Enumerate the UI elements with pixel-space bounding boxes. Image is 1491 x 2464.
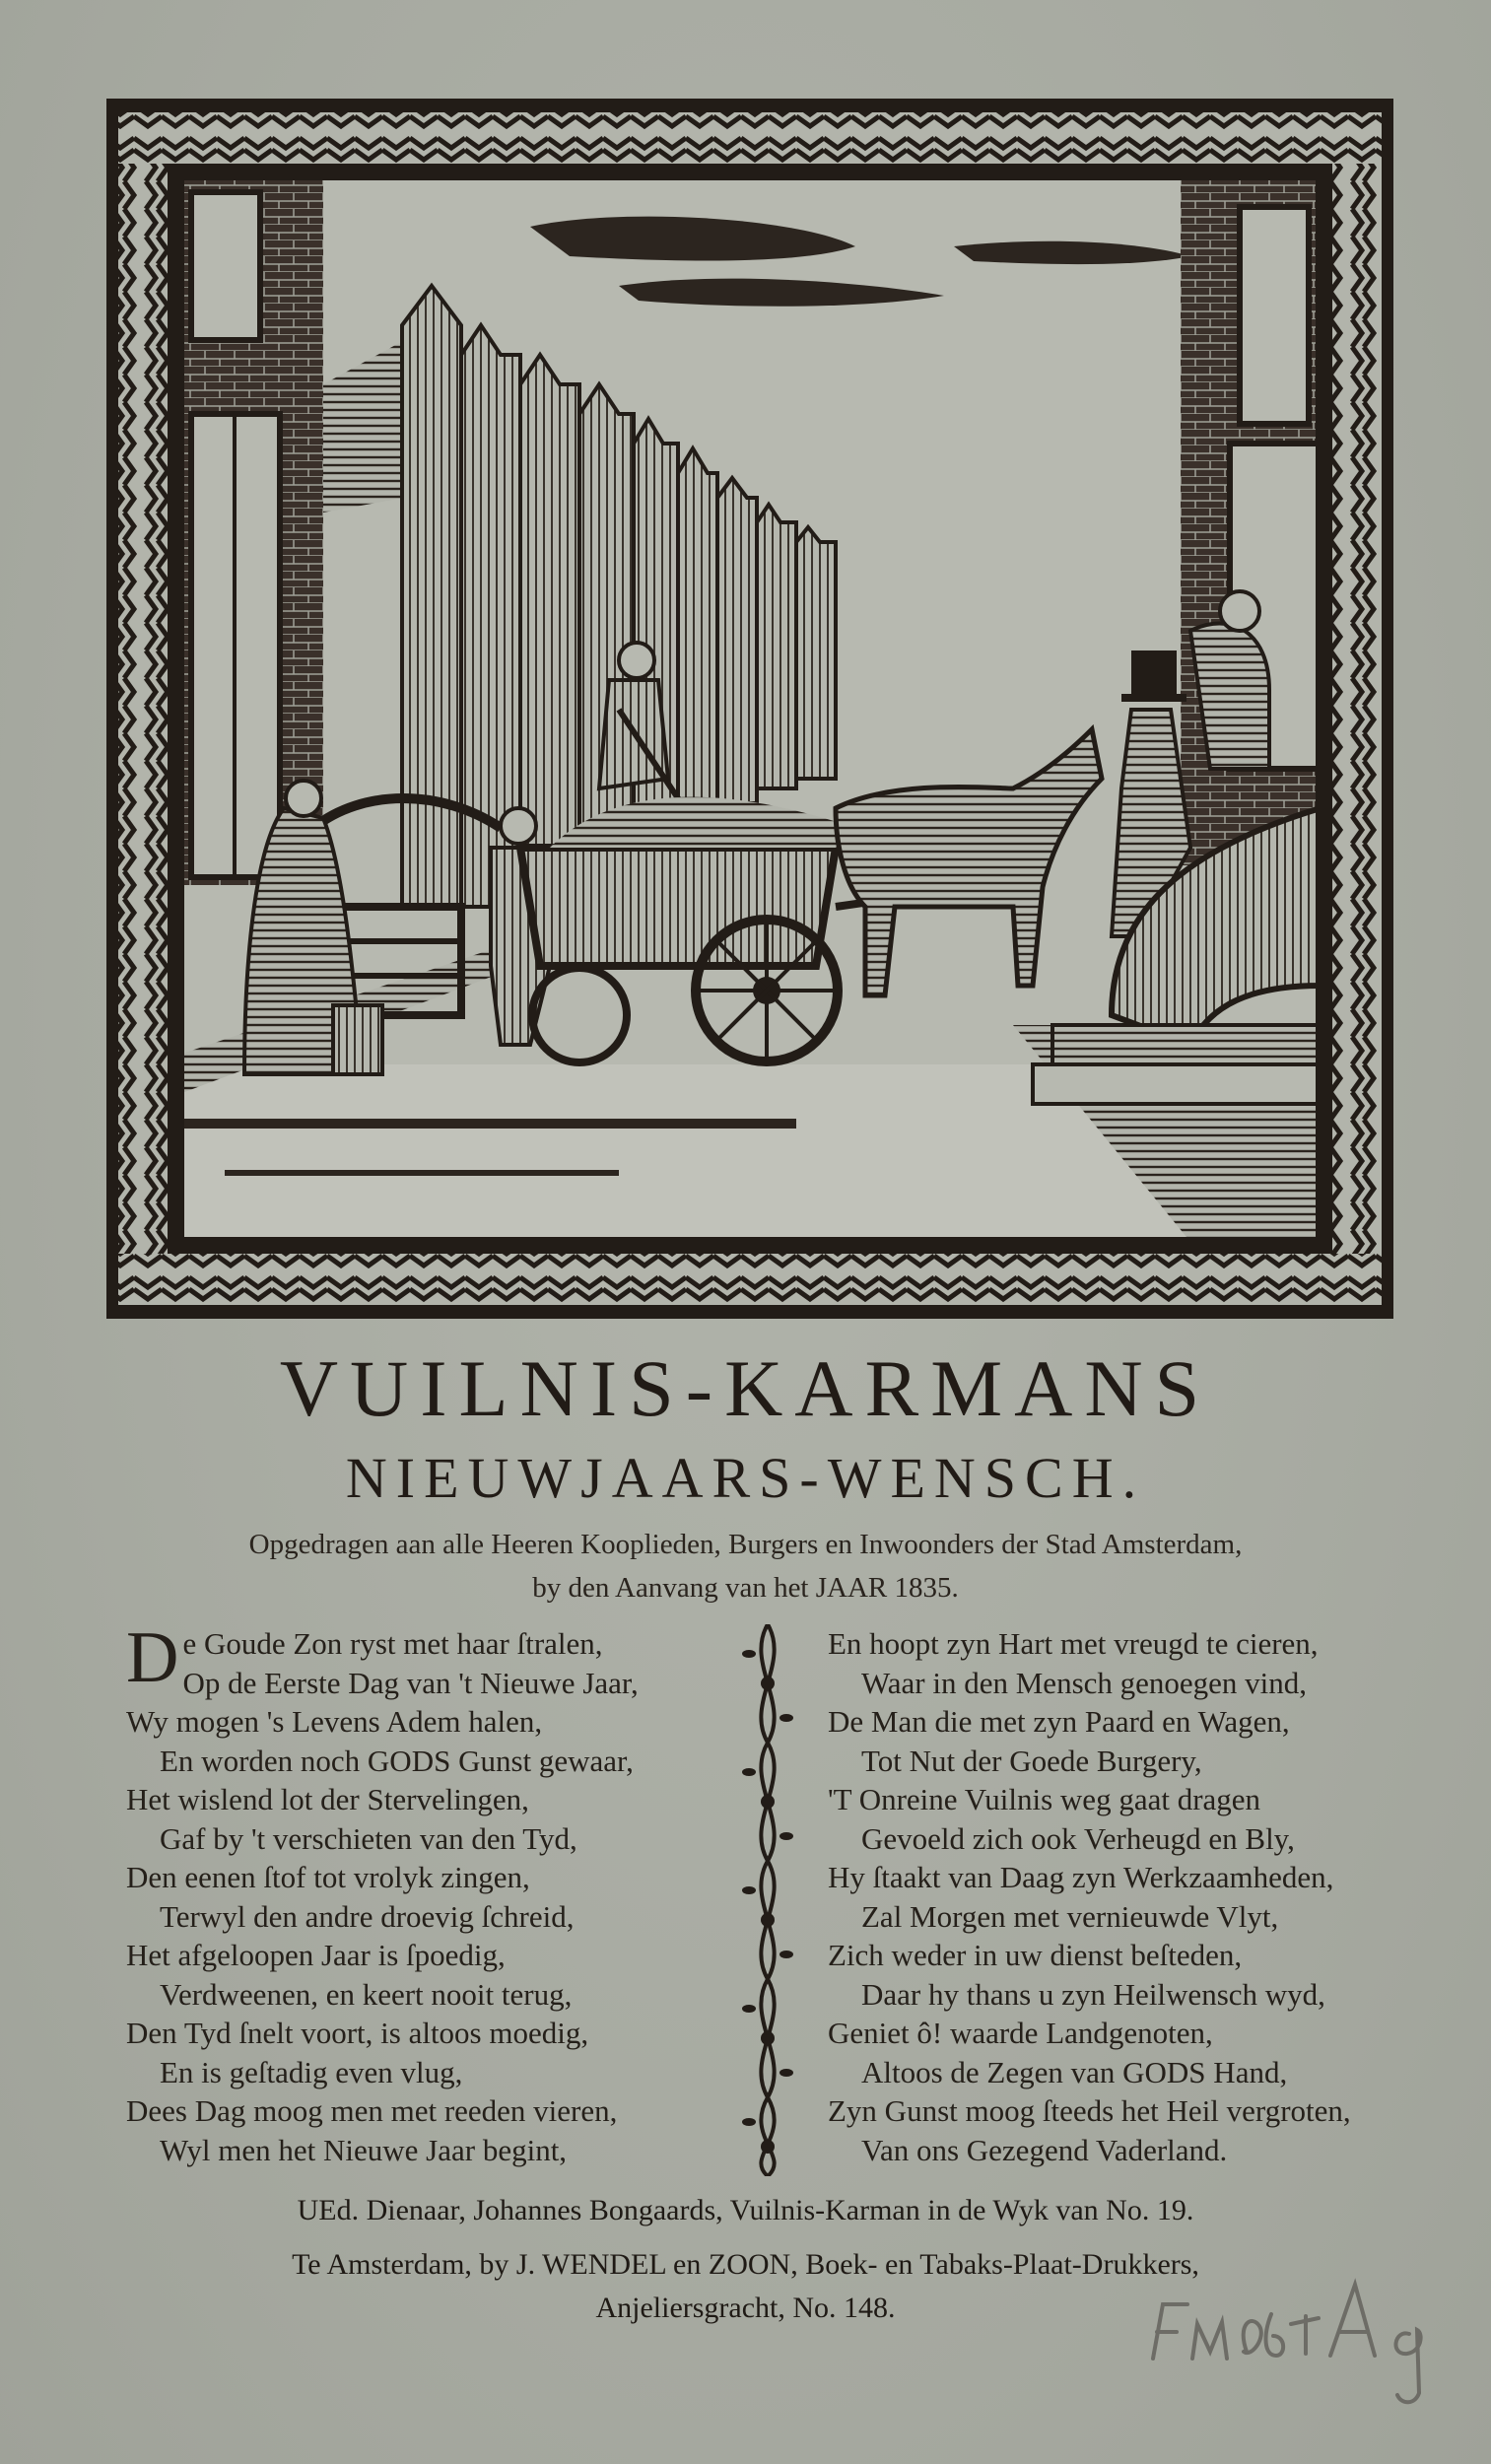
imprint-line-2: Anjeliersgracht, No. 148.	[595, 2292, 896, 2324]
poem-right-column	[828, 1624, 1439, 2169]
subtitle-heading: NIEUWJAARS-WENSCH.	[345, 1446, 1146, 1510]
poem-line: De Man die met zyn Paard en Wagen,	[828, 1704, 1290, 1739]
poem-left-column	[126, 1617, 737, 2169]
woodcut-illustration	[106, 99, 1393, 1319]
poem-line: Wy mogen 's Levens Adem halen,	[126, 1704, 543, 1739]
poem-line: Geniet ô! waarde Landgenoten,	[828, 2016, 1213, 2050]
poem-line: Hy ſtaakt van Daag zyn Werkzaamheden,	[828, 1860, 1334, 1894]
poem-line: Tot Nut der Goede Burgery,	[861, 1743, 1202, 1778]
drop-cap: D	[126, 1617, 179, 1698]
poem-line: Den Tyd ſnelt voort, is altoos moedig,	[126, 2016, 589, 2050]
poem-line: Daar hy thans u zyn Heilwensch wyd,	[861, 1976, 1325, 2012]
poem-line: Zyn Gunst moog ſteeds het Heil vergroten,	[828, 2093, 1351, 2128]
poem-line: En worden noch GODS Gunst gewaar,	[160, 1743, 634, 1778]
poem-line: Op de Eerste Dag van 't Nieuwe Jaar,	[182, 1665, 639, 1700]
imprint-line-1: Te Amsterdam, by J. WENDEL en ZOON, Boek- en Tabaks-Plaat-Drukkers,	[292, 2248, 1199, 2281]
poem-line: Wyl men het Nieuwe Jaar begint,	[160, 2132, 568, 2167]
poem-line: Zich weder in uw dienst beſteden,	[828, 1938, 1243, 1972]
poem-line: Gevoeld zich ook Verheugd en Bly,	[861, 1820, 1295, 1856]
poem-line: Den eenen ſtof tot vrolyk zingen,	[126, 1860, 530, 1894]
poem-line: Dees Dag moog men met reeden vieren,	[126, 2093, 618, 2128]
vine-ornament-divider	[735, 1624, 800, 2176]
poem-line: Verdweenen, en keert nooit terug,	[160, 1976, 573, 2012]
title-heading: VUILNIS-KARMANS	[279, 1343, 1212, 1433]
dedication-line-2: by den Aanvang van het JAAR 1835.	[532, 1572, 959, 1604]
dedication-line-1: Opgedragen aan alle Heeren Kooplieden, Burgers en Inwoonders der Stad Amsterdam,	[248, 1529, 1243, 1560]
poem-line: 'T Onreine Vuilnis weg gaat dragen	[828, 1782, 1261, 1816]
signature-line: UEd. Dienaar, Johannes Bongaards, Vuilnis-Karman in de Wyk van No. 19.	[297, 2194, 1194, 2226]
poem-line: Gaf by 't verschieten van den Tyd,	[160, 1820, 577, 1856]
poem-line: e Goude Zon ryst met haar ſtralen,	[182, 1626, 603, 1661]
poem-line: Terwyl den andre droevig ſchreid,	[160, 1898, 575, 1934]
poem-line: En is geſtadig even vlug,	[160, 2054, 463, 2089]
poem-line: En hoopt zyn Hart met vreugd te cieren,	[828, 1626, 1319, 1661]
poem-line: Van ons Gezegend Vaderland.	[861, 2132, 1228, 2167]
poem-line: Zal Morgen met vernieuwde Vlyt,	[861, 1898, 1279, 1934]
poem-line: Waar in den Mensch genoegen vind,	[861, 1665, 1308, 1700]
handwritten-inventory-note	[1143, 2265, 1458, 2413]
poem-line: Het wislend lot der Stervelingen,	[126, 1782, 529, 1816]
poem-line: Het afgeloopen Jaar is ſpoedig,	[126, 1938, 506, 1972]
dedication-text	[0, 1523, 1491, 1609]
poem-line: Altoos de Zegen van GODS Hand,	[861, 2054, 1288, 2089]
